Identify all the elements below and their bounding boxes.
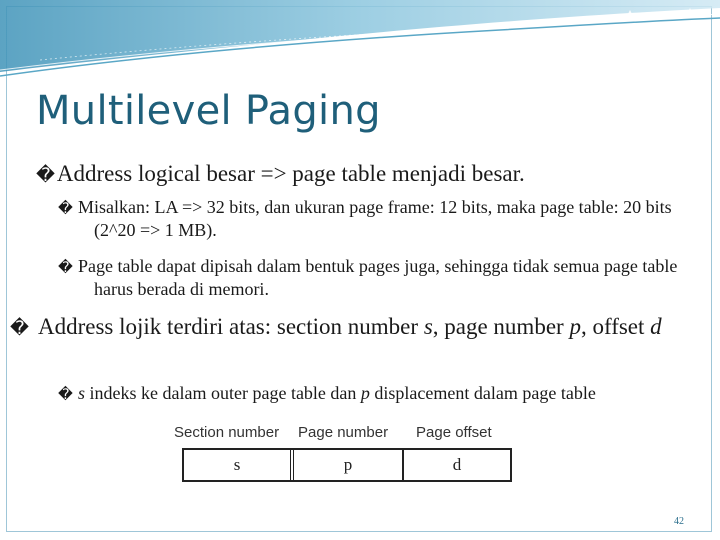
header-page-number: Page number xyxy=(298,424,389,441)
bullet-address-composition: � Address lojik terdiri atas: section number s, page number p, offset d xyxy=(10,314,662,339)
bullet-text-part: displacement dalam page table xyxy=(369,383,596,403)
bullet-text-part: indeks ke dalam outer page table dan xyxy=(85,383,361,403)
header-section-number: Section number xyxy=(174,424,280,441)
slide-title: Multilevel Paging xyxy=(36,88,381,134)
var-s: s xyxy=(78,383,86,403)
cell-page: p xyxy=(294,450,404,480)
var-p: p xyxy=(360,383,370,403)
bullet-text: Misalkan: LA => 32 bits, dan ukuran page frame: 12 bits, maka page table: 20 bits (2^20 => 1 MB). xyxy=(78,197,672,240)
bullet-text-part: Address lojik terdiri atas: section number xyxy=(38,314,424,339)
subbullet-split-table: � Page table dapat dipisah dalam bentuk pages juga, sehingga tidak semua page table harus berada di memori. xyxy=(58,256,678,299)
header-page-offset: Page offset xyxy=(416,424,492,441)
page-number: 42 xyxy=(674,516,684,527)
subbullet-example: � Misalkan: LA => 32 bits, dan ukuran page frame: 12 bits, maka page table: 20 bits (2^20 => 1 MB). xyxy=(58,197,672,240)
decorative-banner xyxy=(0,0,720,80)
bullet-text-part: , offset xyxy=(580,314,651,339)
bullet-marker-icon: � xyxy=(36,165,55,185)
address-format-figure xyxy=(160,420,530,492)
cell-offset: d xyxy=(452,455,462,474)
bullet-text: Page table dapat dipisah dalam bentuk pages juga, sehingga tidak semua page table harus berada di memori. xyxy=(78,256,678,299)
var-d: d xyxy=(650,314,662,339)
address-format-table xyxy=(182,448,512,482)
cell-section: s xyxy=(184,450,294,480)
bullet-text-part: , page number xyxy=(432,314,570,339)
bullet-text: Address logical besar => page table menjadi besar. xyxy=(56,161,525,186)
bullet-address-size xyxy=(36,160,696,189)
var-s: s xyxy=(423,314,433,339)
subbullet-index-displacement: � s indeks ke dalam outer page table dan p displacement dalam page table xyxy=(58,383,596,403)
var-p: p xyxy=(569,314,581,339)
